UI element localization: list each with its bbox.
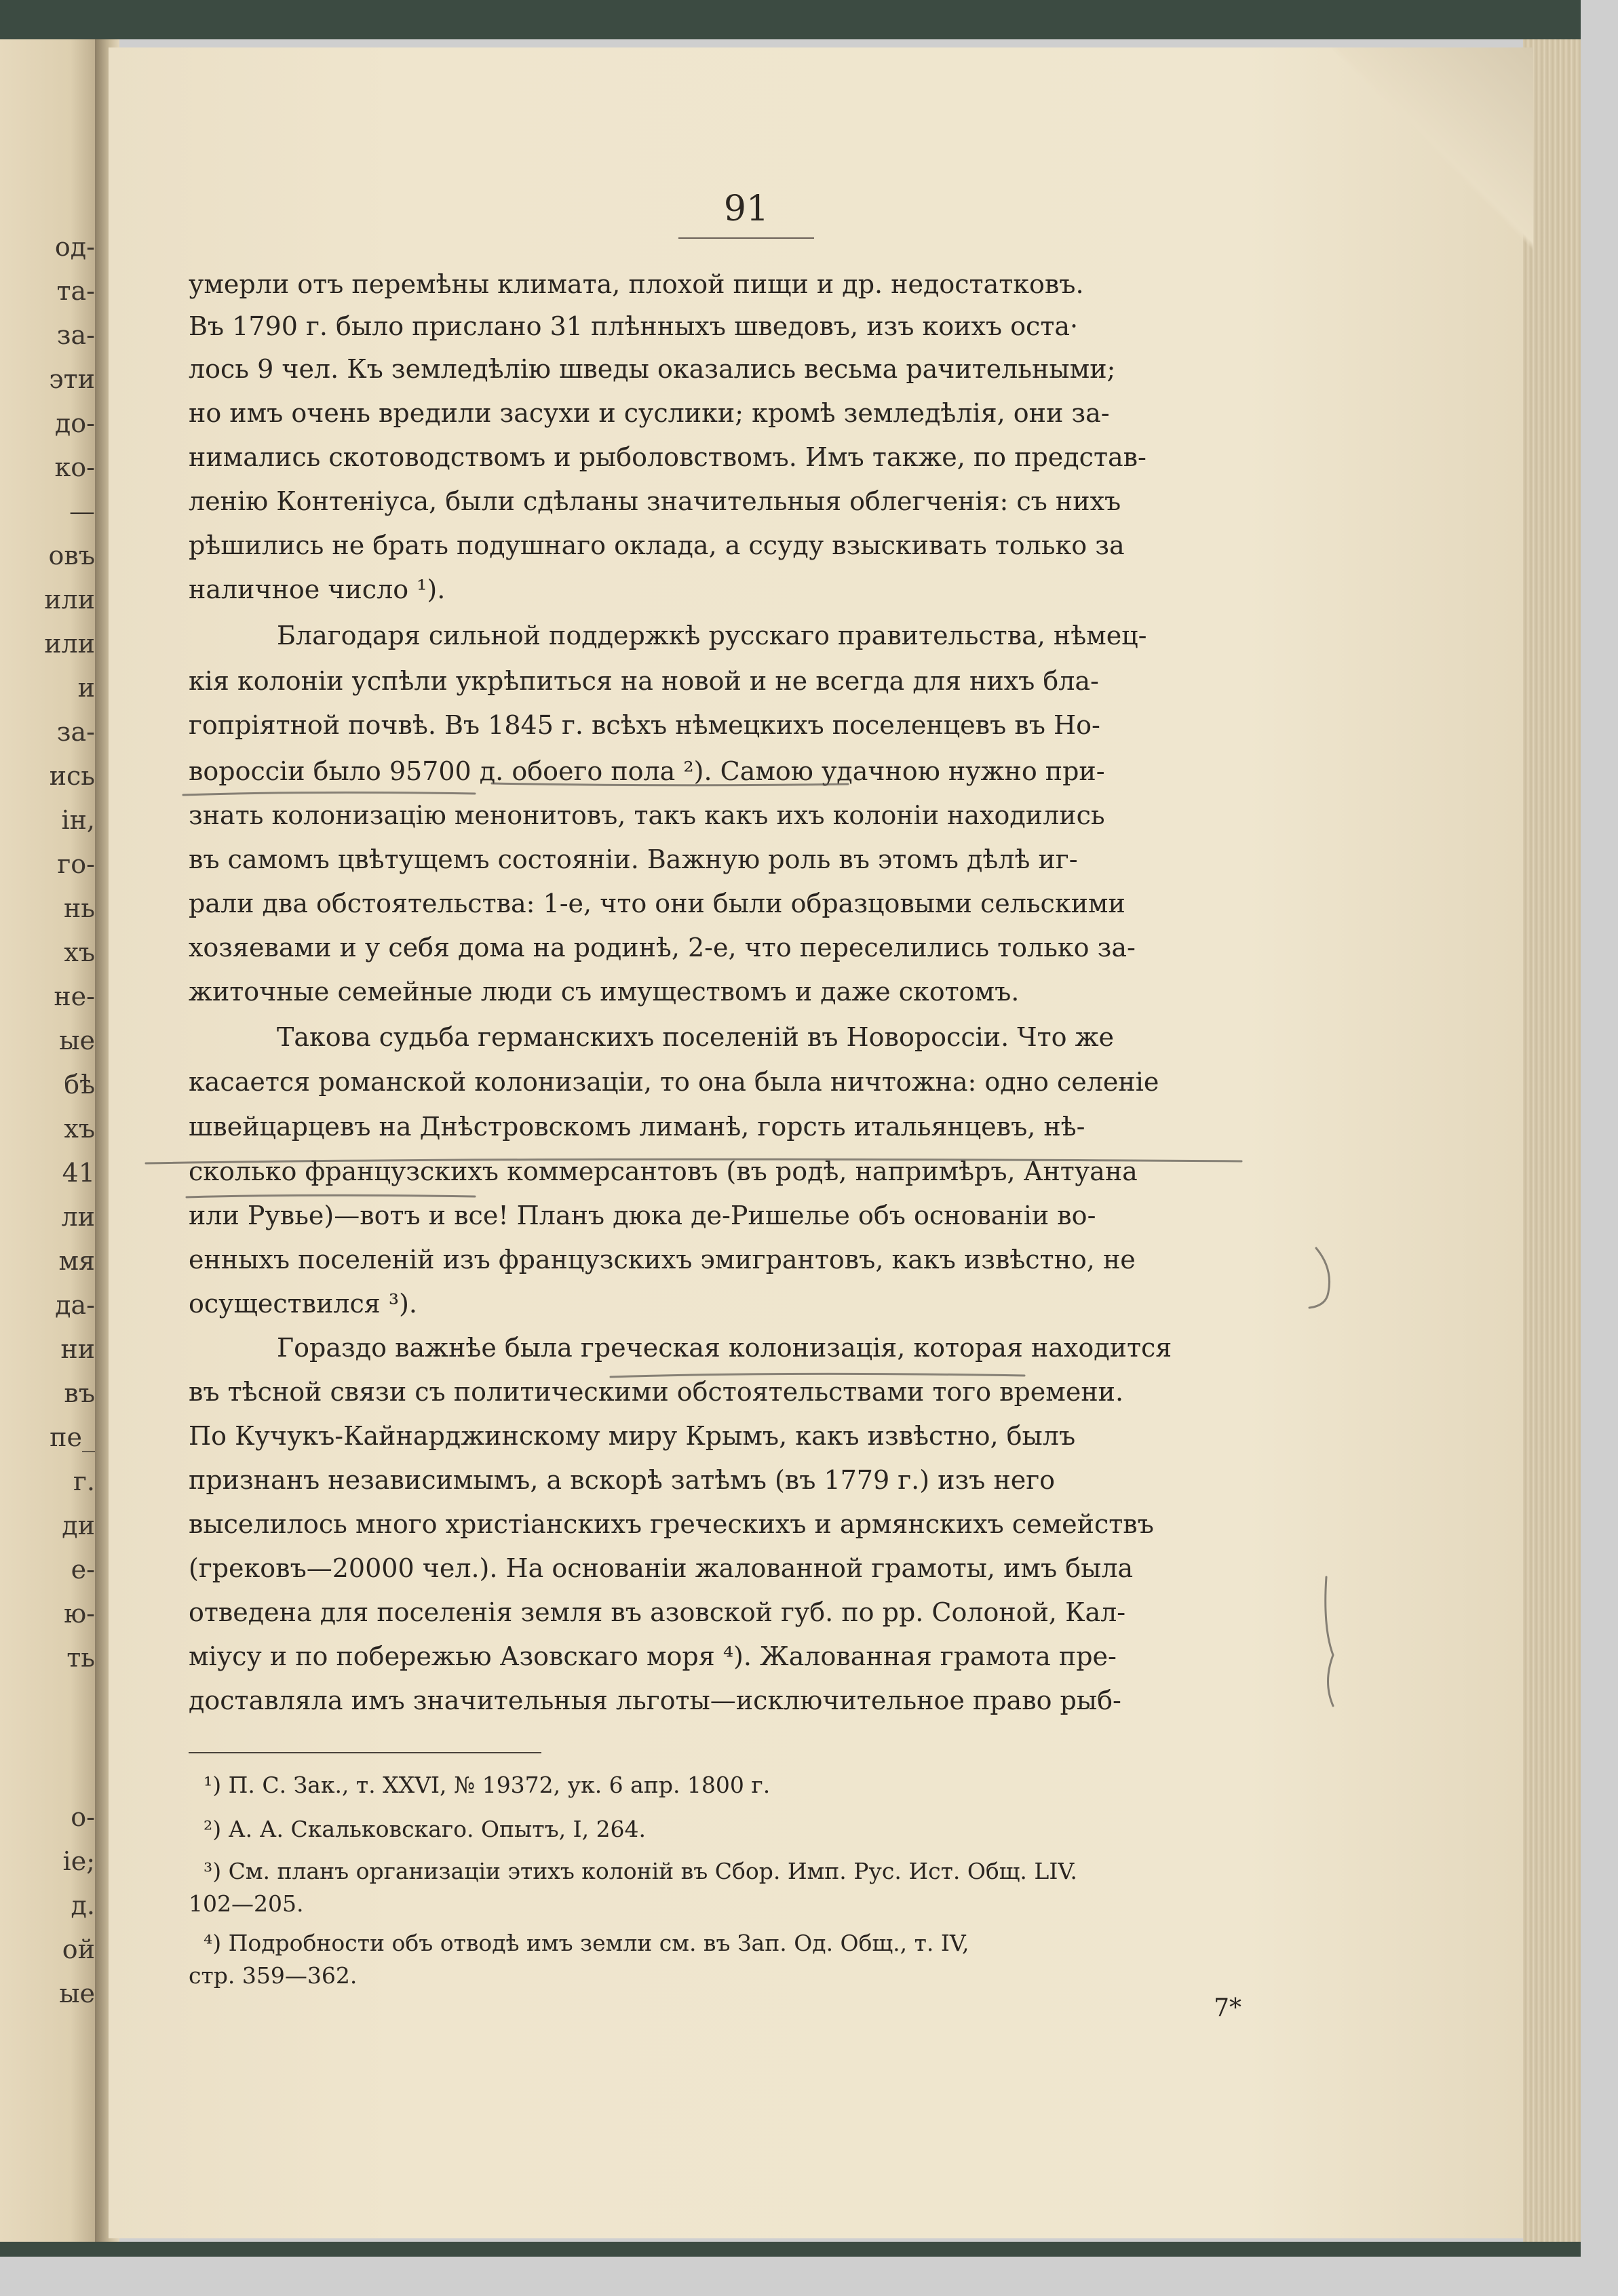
left-page-fragment: пе_	[50, 1422, 95, 1452]
left-page-fragment: д.	[71, 1890, 95, 1920]
left-page-fragment: да-	[55, 1290, 95, 1320]
text-line: Въ 1790 г. было прислано 31 плѣнныхъ шведовъ, изъ коихъ оста·	[189, 311, 1079, 341]
left-page-fragment: ни	[60, 1334, 95, 1364]
text-line: касается романской колонизаціи, то она была ничтожна: одно селеніе	[189, 1067, 1159, 1097]
text-line: но имъ очень вредили засухи и суслики; кромѣ земледѣлія, они за-	[189, 398, 1110, 428]
text-line: въ тѣсной связи съ политическими обстоятельствами того времени.	[189, 1377, 1124, 1407]
page-number-rule	[678, 237, 814, 239]
left-page-fragment: та-	[56, 276, 95, 306]
text-line: вороссіи было 95700 д. обоего пола ²). Самою удачною нужно при-	[189, 756, 1105, 786]
text-line: По Кучукъ-Кайнарджинскому миру Крымъ, какъ извѣстно, былъ	[189, 1421, 1076, 1451]
text-line: кія колоніи успѣли укрѣпиться на новой и не всегда для нихъ бла-	[189, 666, 1099, 696]
footnote-line: ⁴) Подробности объ отводѣ имъ земли см. въ Зап. Од. Общ., т. IV,	[204, 1930, 969, 1956]
left-page-fragment: хъ	[64, 1114, 95, 1144]
left-page-fragment: мя	[58, 1246, 95, 1276]
text-line: Такова судьба германскихъ поселеній въ Новороссіи. Что же	[277, 1022, 1115, 1052]
text-line: швейцарцевъ на Днѣстровскомъ лиманѣ, горсть итальянцевъ, нѣ-	[189, 1112, 1085, 1142]
text-line: гопріятной почвѣ. Въ 1845 г. всѣхъ нѣмецкихъ поселенцевъ въ Но-	[189, 710, 1100, 740]
left-page-fragment: ли	[61, 1202, 95, 1232]
left-page-fragment: г.	[73, 1466, 95, 1496]
text-line: Гораздо важнѣе была греческая колонизація, которая находится	[277, 1333, 1172, 1363]
left-page-fragment: бѣ	[64, 1070, 95, 1100]
left-page-fragment: ой	[62, 1934, 95, 1964]
left-page-fragment: не-	[54, 981, 95, 1011]
text-line: или Рувье)—вотъ и все! Планъ дюка де-Ришелье объ основаніи во-	[189, 1201, 1096, 1230]
footnote-line: ²) А. А. Скальковскаго. Опытъ, I, 264.	[204, 1816, 647, 1842]
left-page-fragment: ди	[62, 1511, 95, 1540]
text-line: наличное число ¹).	[189, 575, 446, 604]
left-page-fragment: ись	[49, 761, 95, 791]
text-line: умерли отъ перемѣны климата, плохой пищи и др. недостатковъ.	[189, 269, 1084, 299]
previous-page-edge	[0, 39, 100, 2244]
footnote-rule	[189, 1752, 541, 1753]
left-page-fragment: нь	[63, 893, 95, 923]
page-number: 91	[723, 189, 769, 229]
left-page-fragment: за-	[56, 320, 95, 350]
footnote-line: стр. 359—362.	[189, 1962, 358, 1989]
text-line: рали два обстоятельства: 1-е, что они были образцовыми сельскими	[189, 889, 1125, 918]
left-page-fragment: или	[44, 629, 95, 659]
left-page-fragment: іе;	[62, 1846, 95, 1876]
text-line: житочные семейные люди съ имуществомъ и даже скотомъ.	[189, 977, 1020, 1007]
text-line: въ самомъ цвѣтущемъ состояніи. Важную роль въ этомъ дѣлѣ иг-	[189, 844, 1078, 874]
footnote-line: 102—205.	[189, 1890, 304, 1917]
text-line: рѣшились не брать подушнаго оклада, а ссуду взыскивать только за	[189, 530, 1125, 560]
left-page-fragment: ко-	[54, 452, 95, 482]
folded-corner	[1330, 47, 1533, 251]
left-page-fragment: за-	[56, 717, 95, 747]
text-line: сколько французскихъ коммерсантовъ (въ родѣ, напримѣръ, Антуана	[189, 1156, 1138, 1186]
signature-mark: 7*	[1214, 1994, 1241, 2022]
left-page-fragment: ые	[59, 1026, 95, 1055]
left-page-fragment: ін,	[61, 805, 95, 835]
binding-top	[0, 0, 1581, 39]
left-page-fragment: овъ	[48, 541, 95, 570]
left-page-fragment: или	[44, 585, 95, 615]
text-line: признанъ независимымъ, а вскорѣ затѣмъ (въ 1779 г.) изъ него	[189, 1465, 1056, 1495]
text-line: знать колонизацію менонитовъ, такъ какъ ихъ колоніи находились	[189, 800, 1105, 830]
text-line: хозяевами и у себя дома на родинѣ, 2-е, что переселились только за-	[189, 933, 1136, 962]
left-page-fragment: од-	[54, 232, 95, 262]
page-stack-edges	[1523, 39, 1581, 2244]
binding-bottom	[0, 2242, 1581, 2257]
text-line: міусу и по побережью Азовскаго моря ⁴). Жалованная грамота пре-	[189, 1641, 1117, 1671]
left-page-fragment: и	[77, 673, 95, 703]
left-page-fragment: ть	[66, 1643, 95, 1673]
left-page-fragment: —	[69, 497, 95, 526]
text-line: енныхъ поселеній изъ французскихъ эмигрантовъ, какъ извѣстно, не	[189, 1245, 1136, 1275]
left-page-fragment: го-	[57, 849, 95, 879]
text-line: лось 9 чел. Къ земледѣлію шведы оказались весьма рачительными;	[189, 354, 1116, 384]
footnote-line: ³) См. планъ организаціи этихъ колоній въ Сбор. Имп. Рус. Ист. Общ. LIV.	[204, 1858, 1077, 1884]
left-page-fragment: ые	[59, 1979, 95, 2008]
left-page-fragment: эти	[49, 364, 95, 394]
text-line: отведена для поселенія земля въ азовской губ. по рр. Солоной, Кал-	[189, 1597, 1126, 1627]
text-line: нимались скотоводствомъ и рыболовствомъ. Имъ также, по представ-	[189, 442, 1147, 472]
left-page-fragment: о-	[71, 1802, 95, 1832]
left-page-fragment: ю-	[64, 1599, 95, 1629]
text-line: осуществился ³).	[189, 1289, 417, 1319]
left-page-fragment: е-	[71, 1555, 95, 1584]
text-line: ленію Контеніуса, были сдѣланы значительныя облегченія: съ нихъ	[189, 486, 1121, 516]
text-line: (грековъ—20000 чел.). На основаніи жалованной грамоты, имъ была	[189, 1553, 1134, 1583]
footnote-line: ¹) П. С. Зак., т. XXVI, № 19372, ук. 6 апр. 1800 г.	[204, 1772, 771, 1798]
left-page-fragment: до-	[54, 408, 95, 438]
text-line: доставляла имъ значительныя льготы—исключительное право рыб-	[189, 1686, 1121, 1715]
left-page-fragment: въ	[64, 1378, 95, 1408]
text-line: Благодаря сильной поддержкѣ русскаго правительства, нѣмец-	[277, 621, 1147, 650]
left-page-fragment: хъ	[64, 937, 95, 967]
left-page-fragment: 41	[62, 1158, 95, 1188]
text-line: выселилось много христіанскихъ греческихъ и армянскихъ семействъ	[189, 1509, 1154, 1539]
